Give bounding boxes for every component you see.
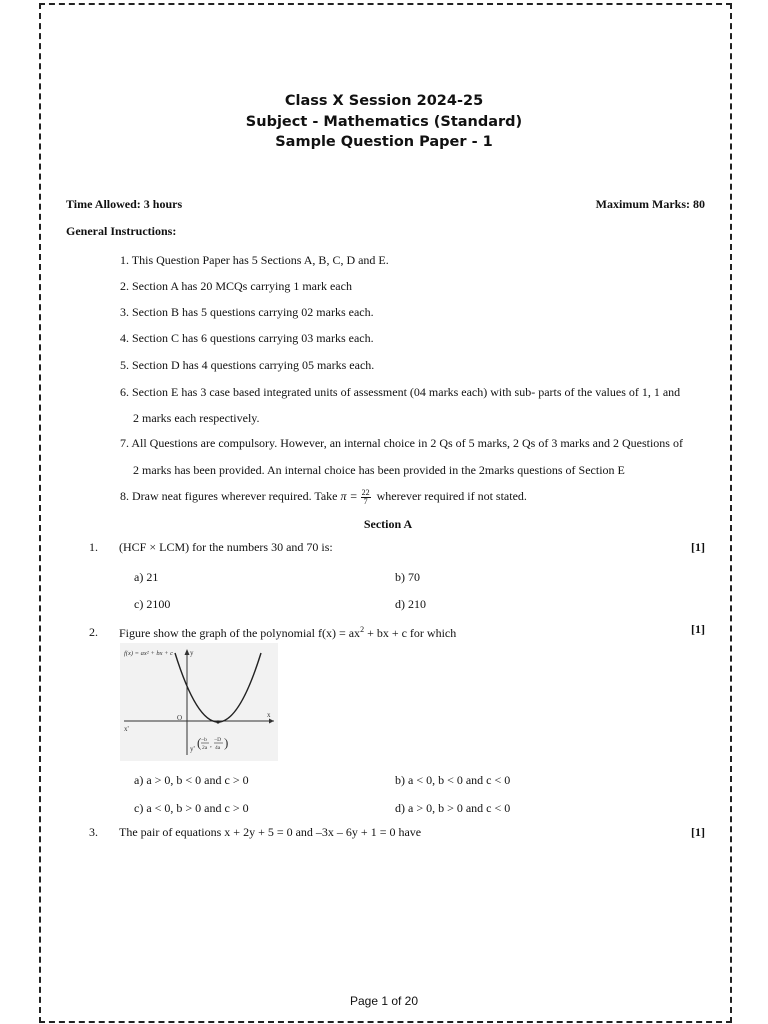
y-negative-label: y'	[190, 745, 195, 753]
question-1-option-d[interactable]: d) 210	[395, 597, 426, 611]
question-2-text-after: + bx + c for which	[364, 626, 457, 640]
pi-numerator: 22	[361, 487, 370, 497]
header-subject: Subject - Mathematics (Standard)	[245, 114, 523, 130]
question-1-option-a[interactable]: a) 21	[134, 570, 159, 584]
pi-symbol: π =	[340, 489, 358, 503]
instruction-7: 7. All Questions are compulsory. However, an internal choice in 2 Qs of 5 marks, 2 Qs of 3 marks and 2 Questions of	[120, 436, 683, 450]
maximum-marks: Maximum Marks: 80	[595, 197, 705, 211]
header-paper: Sample Question Paper - 1	[275, 134, 493, 150]
question-3-number: 3.	[89, 825, 98, 839]
vertex-open-paren: (	[197, 735, 202, 750]
instruction-7-continued: 2 marks has been provided. An internal choice has been provided in the 2marks questions of Section E	[133, 463, 625, 477]
y-axis-label: y	[190, 649, 194, 657]
instruction-4: 4. Section C has 6 questions carrying 03 marks each.	[120, 331, 374, 345]
question-1-option-c[interactable]: c) 2100	[134, 597, 171, 611]
question-1-number: 1.	[89, 540, 98, 554]
question-2-marks: [1]	[691, 622, 705, 636]
question-1-option-b[interactable]: b) 70	[395, 570, 420, 584]
question-3-text: The pair of equations x + 2y + 5 = 0 and –3x – 6y + 1 = 0 have	[119, 825, 422, 839]
y-axis-arrow	[185, 649, 190, 655]
vertex-point	[216, 720, 219, 723]
instruction-3: 3. Section B has 5 questions carrying 02 marks each.	[120, 305, 374, 319]
x-negative-label: x'	[124, 725, 129, 733]
header-session: Class X Session 2024-25	[284, 93, 484, 109]
question-1-marks: [1]	[691, 540, 705, 554]
vertex-y-numerator: −D	[214, 737, 222, 743]
question-2-option-b[interactable]: b) a < 0, b < 0 and c < 0	[395, 773, 511, 787]
page-border	[39, 3, 732, 1023]
time-allowed: Time Allowed: 3 hours	[66, 197, 183, 211]
parabola-graph	[120, 643, 278, 761]
vertex-x-denominator: 2a	[202, 745, 208, 751]
instruction-2: 2. Section A has 20 MCQs carrying 1 mark each	[120, 279, 352, 293]
question-3-marks: [1]	[691, 825, 705, 839]
question-2-option-d[interactable]: d) a > 0, b > 0 and c < 0	[395, 801, 511, 815]
parabola-curve	[175, 653, 261, 722]
vertex-comma: ,	[210, 741, 212, 749]
instruction-6-continued: 2 marks each respectively.	[133, 411, 260, 425]
instruction-8-prefix: 8. Draw neat figures wherever required. Take	[120, 489, 338, 503]
page-number: Page 1 of 20	[349, 994, 419, 1008]
instruction-8-suffix: wherever required if not stated.	[376, 489, 527, 503]
instruction-1: 1. This Question Paper has 5 Sections A, B, C, D and E.	[120, 253, 389, 267]
instruction-8	[120, 484, 527, 508]
question-1-text: (HCF × LCM) for the numbers 30 and 70 is:	[119, 540, 333, 554]
x-axis-arrow	[269, 719, 274, 724]
instruction-6: 6. Section E has 3 case based integrated units of assessment (04 marks each) with sub- parts of the values of 1, 1 and	[120, 385, 681, 399]
section-a-heading: Section A	[363, 517, 413, 531]
question-2-text	[119, 625, 456, 641]
instruction-5: 5. Section D has 4 questions carrying 05 marks each.	[120, 358, 375, 372]
question-2-exponent: 2	[360, 625, 365, 634]
origin-label: O	[177, 714, 183, 722]
vertex-x-numerator: −b	[201, 737, 207, 743]
pi-denominator: 7	[363, 496, 368, 506]
vertex-close-paren: )	[224, 735, 229, 750]
question-2-option-c[interactable]: c) a < 0, b > 0 and c > 0	[134, 801, 249, 815]
pi-fraction	[361, 489, 371, 506]
vertex-y-denominator: 4a	[215, 745, 221, 751]
x-axis-label: x	[267, 711, 271, 719]
question-2-option-a[interactable]: a) a > 0, b < 0 and c > 0	[134, 773, 249, 787]
question-2-text-before: Figure show the graph of the polynomial f(x) = ax	[119, 626, 361, 640]
general-instructions-heading: General Instructions:	[66, 224, 177, 238]
curve-label: f(x) = ax² + bx + c	[124, 650, 174, 657]
question-2-number: 2.	[89, 625, 98, 639]
